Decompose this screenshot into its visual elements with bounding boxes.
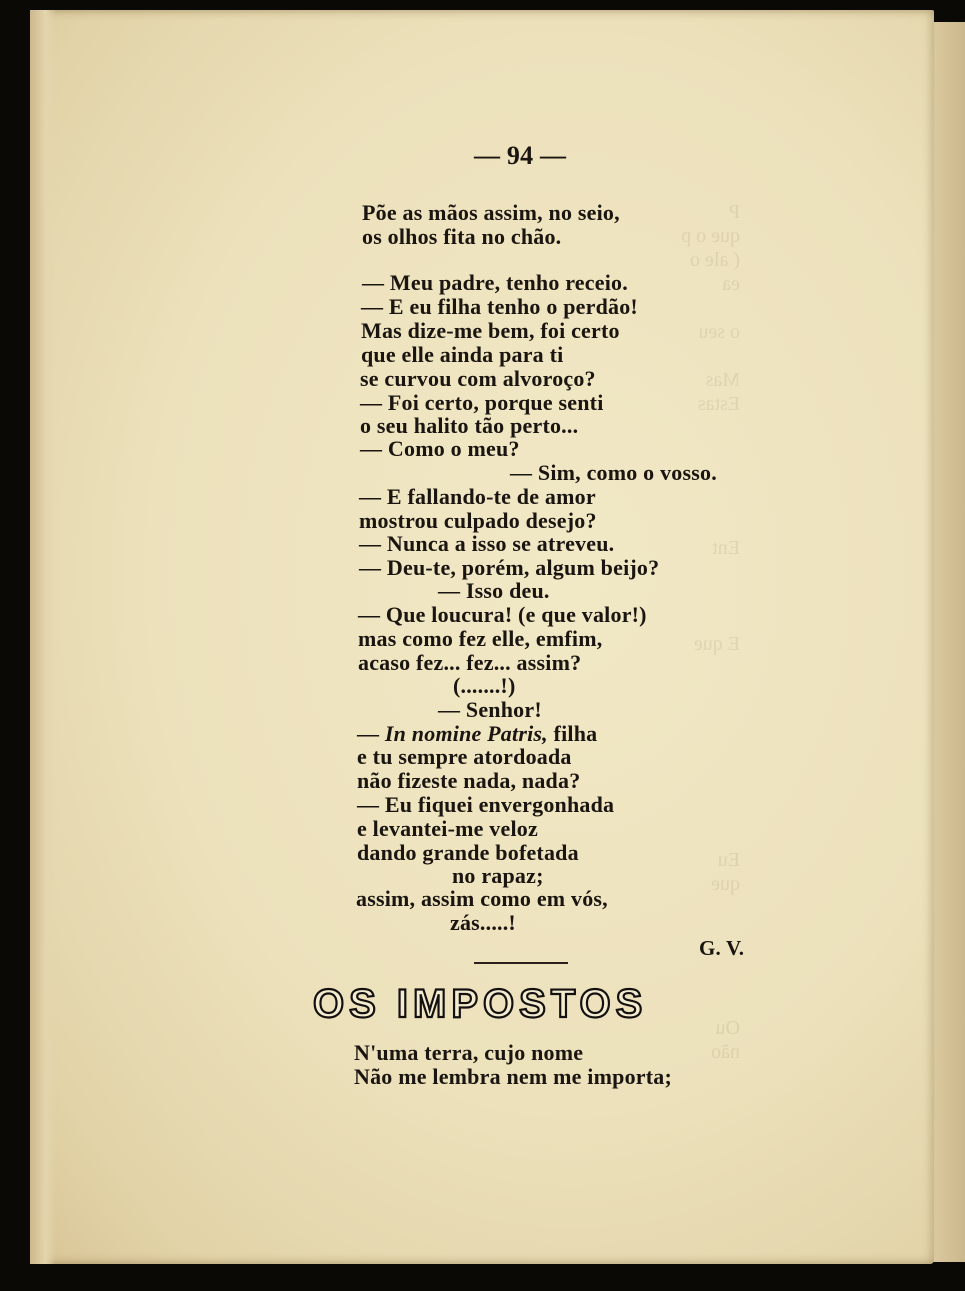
poem-line: — Senhor! xyxy=(438,697,542,722)
poem-line: — Que loucura! (e que valor!) xyxy=(358,602,647,627)
poem-line: Põe as mãos assim, no seio, xyxy=(362,200,620,225)
next-poem-line: Não me lembra nem me importa; xyxy=(354,1064,672,1089)
poem-line: acaso fez... fez... assim? xyxy=(358,650,582,675)
poem-line: e levantei-me veloz xyxy=(357,816,538,841)
poem-line: e tu sempre atordoada xyxy=(357,744,572,769)
poem-line: assim, assim como em vós, xyxy=(356,886,608,911)
poem-line: os olhos fita no chão. xyxy=(362,224,562,249)
section-heading: OS IMPOSTOS xyxy=(313,982,648,1026)
poem-line: zás.....! xyxy=(450,910,516,935)
poem-line: — Meu padre, tenho receio. xyxy=(362,270,628,295)
poem-line: — Eu fiquei envergonhada xyxy=(357,792,615,817)
poem-line-latin: — In nomine Patris, filha xyxy=(357,721,598,746)
poem-line: que elle ainda para ti xyxy=(361,342,564,367)
section-divider xyxy=(474,962,568,964)
poem-line: — Nunca a isso se atreveu. xyxy=(359,531,615,556)
poem-line: (.......!) xyxy=(453,673,516,698)
page-gutter xyxy=(30,10,56,1264)
poem-line: mas como fez elle, emfim, xyxy=(358,626,603,651)
poem-line: — E eu filha tenho o perdão! xyxy=(361,294,638,319)
page-number: — 94 — xyxy=(474,141,567,170)
poem-line: — Como o meu? xyxy=(360,436,520,461)
poem-line: mostrou culpado desejo? xyxy=(359,508,597,533)
poem-line: no rapaz; xyxy=(452,863,544,888)
next-poem-line: N'uma terra, cujo nome xyxy=(354,1040,584,1065)
poem-line: — E fallando-te de amor xyxy=(359,484,596,509)
poem-line: não fizeste nada, nada? xyxy=(357,768,581,793)
author-signature: G. V. xyxy=(699,936,745,960)
poem-line: — Isso deu. xyxy=(438,578,550,603)
show-through-bleed: P que o p ( ale o ea o seu Mas Estas Ent E que Eu que Ou não xyxy=(681,201,740,1063)
poem-line: — Deu-te, porém, algum beijo? xyxy=(359,555,660,580)
poem-line: — Sim, como o vosso. xyxy=(510,460,717,485)
poem-line: — Foi certo, porque senti xyxy=(360,390,604,415)
poem-line: o seu halito tão perto... xyxy=(360,413,579,438)
poem-line: Mas dize-me bem, foi certo xyxy=(361,318,620,343)
poem-line: se curvou com alvoroço? xyxy=(360,366,596,391)
poem-line: dando grande bofetada xyxy=(357,840,579,865)
